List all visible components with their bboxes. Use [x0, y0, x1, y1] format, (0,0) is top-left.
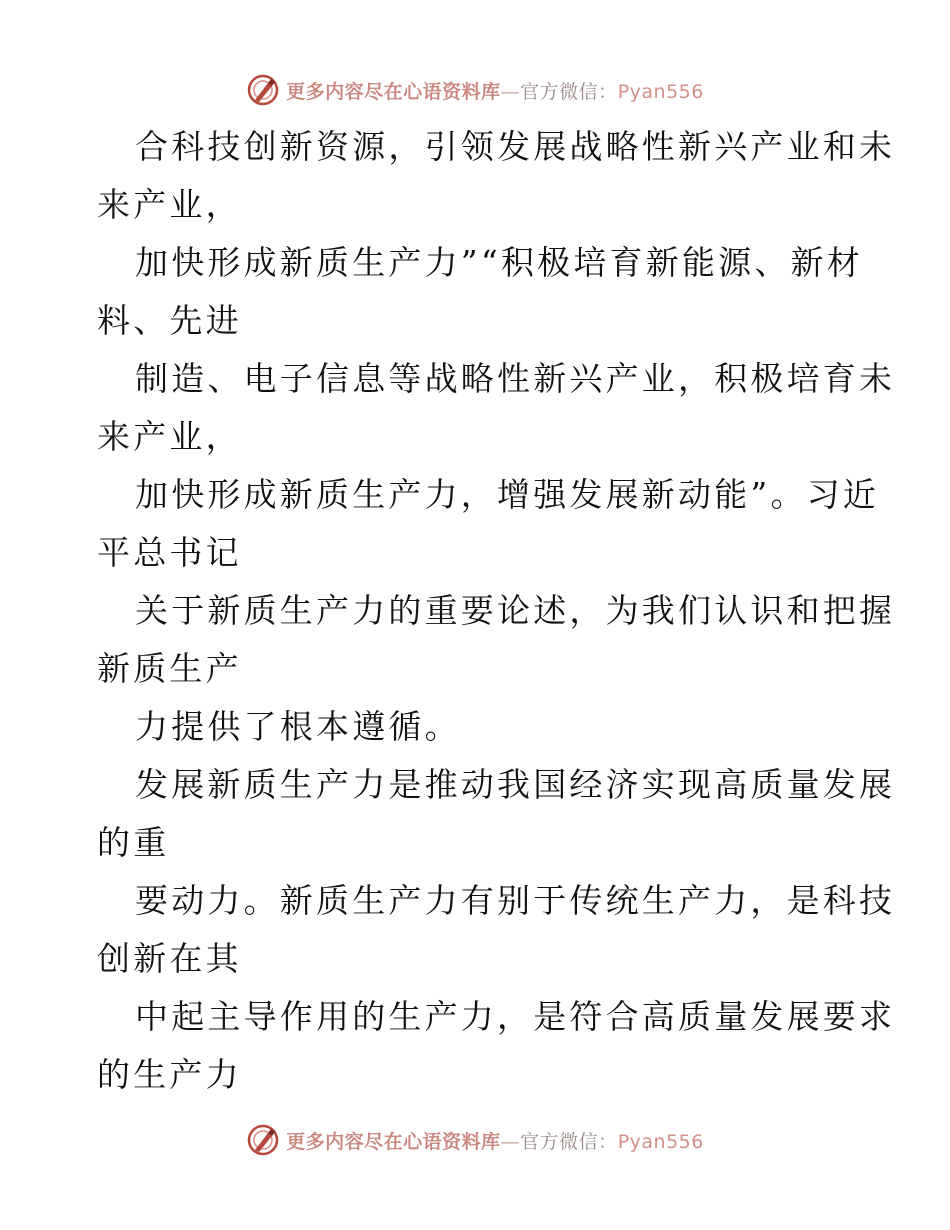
text-line: 力提供了根本遵循。: [135, 707, 461, 746]
text-line: 中起主导作用的生产力，是符合高质量发展要求: [135, 997, 896, 1036]
watermark-wechat-id: Pyan556: [617, 80, 704, 103]
watermark-dash: —: [500, 80, 521, 103]
text-line: 要动力。新质生产力有别于传统生产力，是科技: [135, 881, 896, 920]
watermark-text: [286, 77, 704, 104]
watermark-official-label: 官方微信：: [520, 80, 618, 103]
watermark-dash: —: [500, 1130, 521, 1153]
watermark-brand: 更多内容尽在心语资料库: [286, 80, 501, 103]
header-watermark: [0, 70, 950, 110]
text-line: 加快形成新质生产力，增强发展新动能”。习近: [135, 475, 880, 514]
watermark-wechat-id: Pyan556: [617, 1130, 704, 1153]
text-line: 关于新质生产力的重要论述，为我们认识和把握: [135, 591, 896, 630]
text-line: 来产业，: [97, 417, 242, 456]
footer-watermark: [0, 1120, 950, 1160]
text-line: 来产业，: [97, 185, 242, 224]
text-line: 的生产力: [97, 1055, 242, 1094]
text-line: 新质生产: [97, 649, 242, 688]
text-line: 加快形成新质生产力”“积极培育新能源、新材: [135, 243, 863, 282]
watermark-official-label: 官方微信：: [520, 1130, 618, 1153]
pen-logo-icon: [246, 73, 280, 107]
text-line: 创新在其: [97, 939, 242, 978]
text-line: 料、先进: [97, 301, 242, 340]
text-line: 发展新质生产力是推动我国经济实现高质量发展: [135, 765, 896, 804]
document-body: [97, 118, 896, 1104]
text-line: 平总书记: [97, 533, 242, 572]
pen-logo-icon: [246, 1123, 280, 1157]
watermark-text: [286, 1127, 704, 1154]
watermark-brand: 更多内容尽在心语资料库: [286, 1130, 501, 1153]
text-line: 合科技创新资源，引领发展战略性新兴产业和未: [135, 127, 896, 166]
text-line: 的重: [97, 823, 170, 862]
text-line: 制造、电子信息等战略性新兴产业，积极培育未: [135, 359, 896, 398]
